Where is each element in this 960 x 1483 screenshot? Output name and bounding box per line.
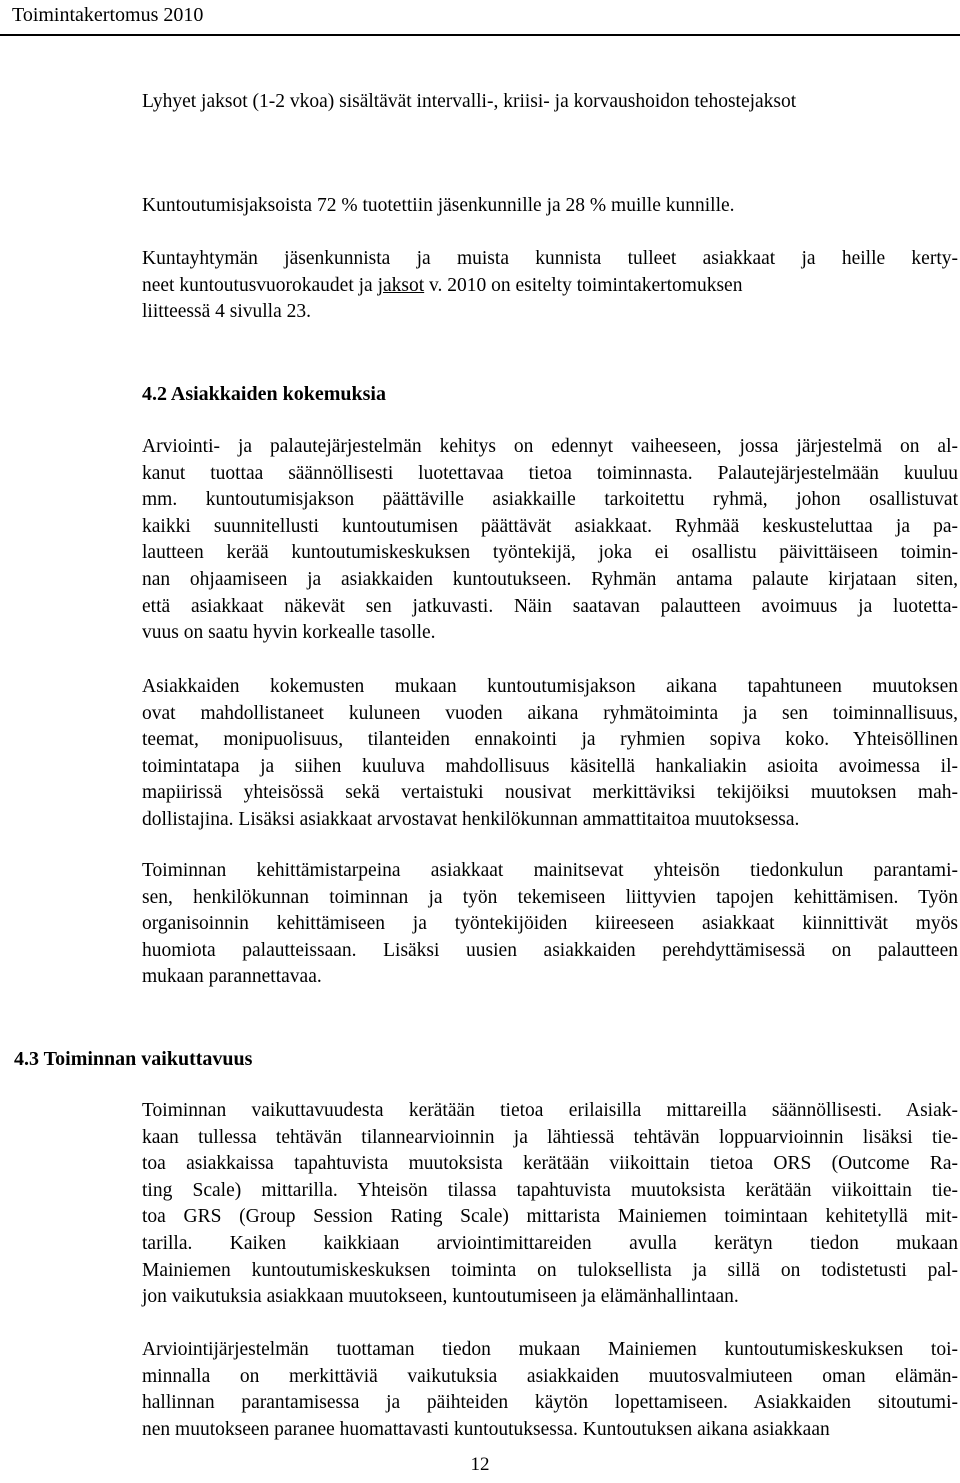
text-line: Arviointijärjestelmän tuottaman tiedon mukaan Mainiemen kuntoutumiskeskuksen toi- <box>142 1339 958 1360</box>
text-line: kaikki suunnitellusti kuntoutumisen päättävät asiakkaat. Ryhmää keskusteluttaa ja pa- <box>142 515 958 537</box>
paragraph-rehab-share: Kuntoutumisjaksoista 72 % tuotettiin jäsenkunnille ja 28 % muille kunnille. <box>142 195 735 216</box>
text-line: että asiakkaat näkevät sen jatkuvasti. Näin saatavan palautteen avoimuus ja luotetta- <box>142 595 958 617</box>
text-line: mm. kuntoutumisjakson päättäville asiakkaille tarkoitettu ryhmä, johon osallistuvat <box>142 489 958 511</box>
section-4-3-paragraph-2 <box>142 1337 958 1443</box>
text-line: hallinnan parantamisessa ja päihteiden käytön lopettamiseen. Asiakkaiden sitoutumi- <box>142 1392 958 1414</box>
section-4-2-paragraph-2 <box>142 674 958 834</box>
underlined-word: jaksot <box>377 274 425 296</box>
text-line: Kuntayhtymän jäsenkunnista ja muista kunnista tulleet asiakkaat ja heille kerty- <box>142 248 958 269</box>
text-line: Mainiemen kuntoutumiskeskuksen toiminta on tuloksellista ja sillä on todistetusti pal- <box>142 1259 958 1281</box>
text-line: kaan tullessa tehtävän tilannearvioinnin ja lähtiessä tehtävän loppuarvioinnin lisäksi tie- <box>142 1126 958 1148</box>
text-run: neet kuntoutusvuorokaudet ja <box>142 274 378 296</box>
text-line: tarilla. Kaiken kaikkiaan arviointimittareiden avulla kerätyn tiedon mukaan <box>142 1232 958 1254</box>
running-header-title: Toimintakertomus 2010 <box>12 4 204 26</box>
header-rule <box>0 34 960 36</box>
text-line: ting Scale) mittarilla. Yhteisön tilassa tapahtuvista muutoksista kerätään viikoittain tie- <box>142 1179 958 1201</box>
text-line: nan ohjaamiseen ja asiakkaiden kuntoutukseen. Ryhmän antama palaute kirjataan siten, <box>142 568 958 590</box>
text-line: minnalla on merkittäviä vaikutuksia asiakkaiden muutosvalmiuteen oman elämän- <box>142 1365 958 1387</box>
section-4-2-paragraph-1 <box>142 434 958 647</box>
text-line: toa asiakkaissa tapahtuvista muutoksista kerätään viikoittain tietoa ORS (Outcome Ra- <box>142 1153 958 1175</box>
text-line: dollistajina. Lisäksi asiakkaat arvostavat henkilökunnan ammattitaitoa muutoksessa. <box>142 808 800 830</box>
text-line: Arviointi- ja palautejärjestelmän kehitys on edennyt vaiheeseen, jossa järjestelmä on al- <box>142 436 958 457</box>
section-heading-4-2: 4.2 Asiakkaiden kokemuksia <box>142 383 386 405</box>
page-number: 12 <box>470 1454 490 1475</box>
text-line: Toiminnan kehittämistarpeina asiakkaat mainitsevat yhteisön tiedonkulun parantami- <box>142 860 958 881</box>
text-line: mukaan parannettavaa. <box>142 966 322 988</box>
text-line: teemat, monipuolisuus, tilanteiden ennakointi ja ryhmien sopiva koko. Yhteisöllinen <box>142 729 958 751</box>
text-line <box>142 273 958 300</box>
section-4-2-paragraph-3 <box>142 858 958 991</box>
paragraph-member-municipalities <box>142 246 958 326</box>
section-4-3-paragraph-1 <box>142 1098 958 1311</box>
text-line: Asiakkaiden kokemusten mukaan kuntoutumisjakson aikana tapahtuneen muutoksen <box>142 676 958 697</box>
paragraph-short-periods: Lyhyet jaksot (1-2 vkoa) sisältävät intervalli-, kriisi- ja korvaushoidon tehostejaksot <box>142 91 797 112</box>
text-run: v. 2010 on esitelty toimintakertomuksen <box>424 274 743 296</box>
text-line: sen, henkilökunnan toiminnan ja työn tekemiseen liittyvien tapojen kehittämisen. Työn <box>142 886 958 908</box>
text-line: toimintatapa ja siihen kuuluva mahdollisuus käsitellä hankaliakin asioita avoimessa il- <box>142 755 958 777</box>
text-line: vuus on saatu hyvin korkealle tasolle. <box>142 622 436 644</box>
text-line: huomiota palautteissaan. Lisäksi uusien asiakkaiden perehdyttämisessä on palautteen <box>142 939 958 961</box>
text-line: lautteen kerää kuntoutumiskeskuksen työntekijä, joka ei osallistu päivittäiseen toimin- <box>142 542 958 564</box>
text-line: kanut tuottaa säännöllisesti luotettavaa tietoa toiminnasta. Palautejärjestelmään kuuluu <box>142 462 958 484</box>
text-line: organisoinnin kehittämiseen ja työntekijöiden kiireeseen asiakkaat kiinnittivät myös <box>142 913 958 935</box>
text-line: Toiminnan vaikuttavuudesta kerätään tietoa erilaisilla mittareilla säännöllisesti. Asiak- <box>142 1100 958 1121</box>
text-line: jon vaikutuksia asiakkaan muutokseen, kuntoutumiseen ja elämänhallintaan. <box>142 1286 739 1308</box>
text-line: liitteessä 4 sivulla 23. <box>142 301 311 323</box>
text-line: ovat mahdollistaneet kuluneen vuoden aikana ryhmätoiminta ja sen toiminnallisuus, <box>142 702 958 724</box>
text-line: mapiirissä yhteisössä sekä vertaistuki nousivat merkittäviksi tekijöiksi muutoksen mah- <box>142 782 958 804</box>
text-line: toa GRS (Group Session Rating Scale) mittarista Mainiemen toimintaan kehitetyllä mit- <box>142 1206 958 1228</box>
section-heading-4-3: 4.3 Toiminnan vaikuttavuus <box>14 1048 253 1070</box>
text-line: nen muutokseen paranee huomattavasti kuntoutuksessa. Kuntoutuksen aikana asiakkaan <box>142 1418 830 1440</box>
